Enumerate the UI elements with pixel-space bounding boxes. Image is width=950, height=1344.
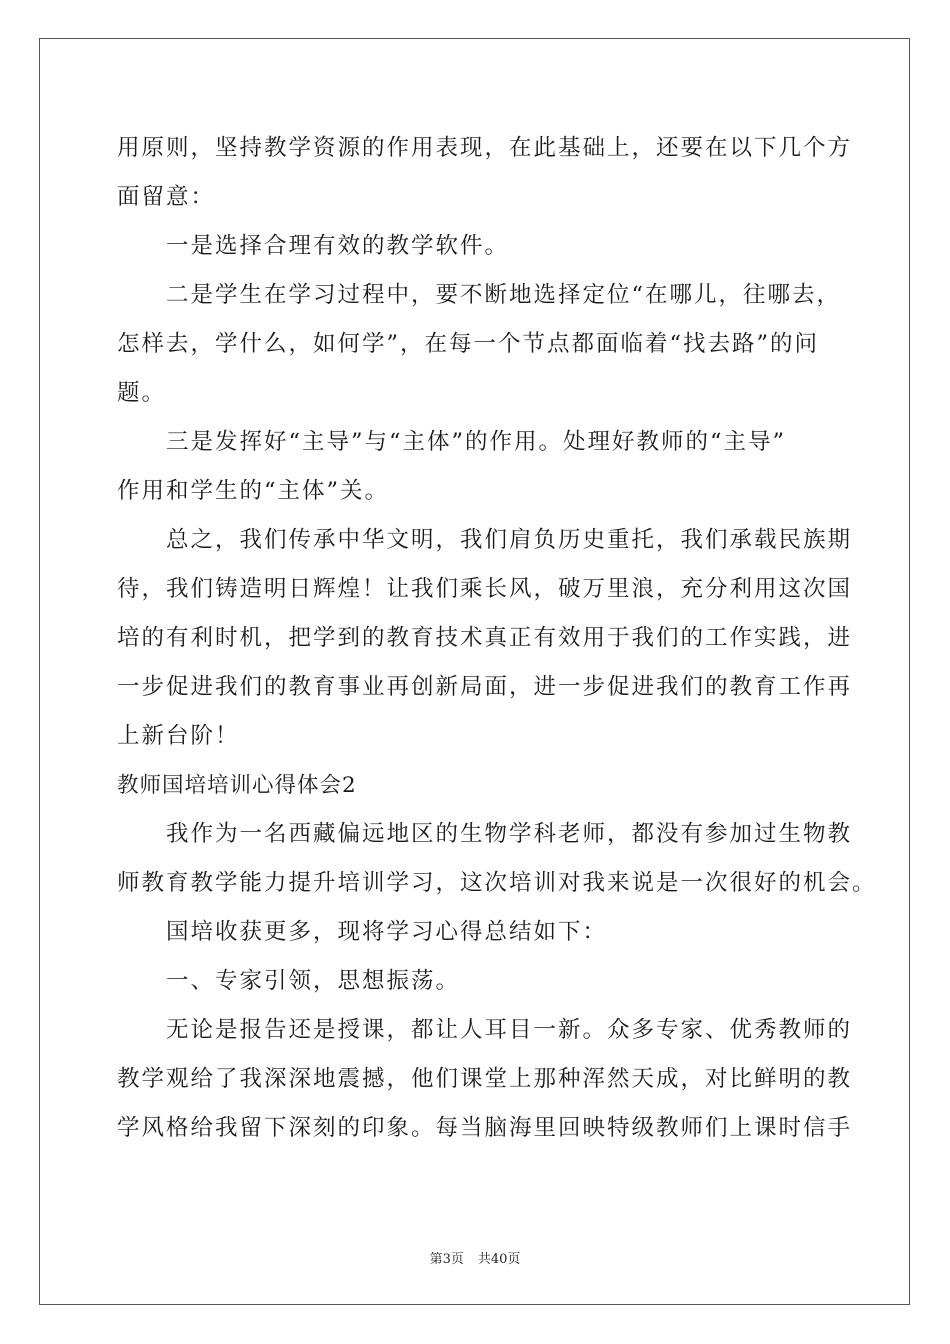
text-line: 上新台阶！: [117, 723, 240, 749]
document-body: [117, 124, 877, 1153]
text-line: 题。: [117, 380, 167, 406]
page-total: 共40页: [477, 1252, 521, 1267]
section-heading: 教师国培培训心得体会2: [117, 773, 357, 798]
text-line: 三是发挥好“主导”与“主体”的作用。处理好教师的“主导”: [117, 429, 787, 455]
text-line: 面留意：: [117, 184, 216, 210]
text-line: 师教育教学能力提升培训学习，这次培训对我来说是一次很好的机会。: [117, 870, 877, 896]
text-line: 一是选择合理有效的教学软件。: [117, 233, 510, 259]
page-number: 第3页: [429, 1252, 464, 1267]
text-line: 无论是报告还是授课，都让人耳目一新。众多专家、优秀教师的: [117, 1017, 853, 1043]
text-line: 培的有利时机，把学到的教育技术真正有效用于我们的工作实践，进: [117, 625, 853, 651]
text-line: 国培收获更多，现将学习心得总结如下：: [117, 919, 608, 945]
page-footer: [0, 1248, 950, 1267]
text-line: 总之，我们传承中华文明，我们肩负历史重托，我们承载民族期: [117, 527, 853, 553]
text-line: 一、专家引领，思想振荡。: [117, 968, 461, 994]
text-line: 怎样去，学什么，如何学”，在每一个节点都面临着“找去路”的问: [117, 331, 820, 357]
text-line: 作用和学生的“主体”关。: [117, 478, 390, 504]
text-line: 用原则，坚持教学资源的作用表现，在此基础上，还要在以下几个方: [117, 135, 853, 161]
text-line: 一步促进我们的教育事业再创新局面，进一步促进我们的教育工作再: [117, 674, 853, 700]
text-line: 我作为一名西藏偏远地区的生物学科老师，都没有参加过生物教: [117, 821, 853, 847]
text-line: 学风格给我留下深刻的印象。每当脑海里回映特级教师们上课时信手: [117, 1115, 853, 1141]
text-line: 待，我们铸造明日辉煌！让我们乘长风，破万里浪，充分利用这次国: [117, 576, 853, 602]
text-line: 教学观给了我深深地震撼，他们课堂上那种浑然天成，对比鲜明的教: [117, 1066, 853, 1092]
text-line: 二是学生在学习过程中，要不断地选择定位“在哪儿，往哪去，: [117, 282, 842, 308]
